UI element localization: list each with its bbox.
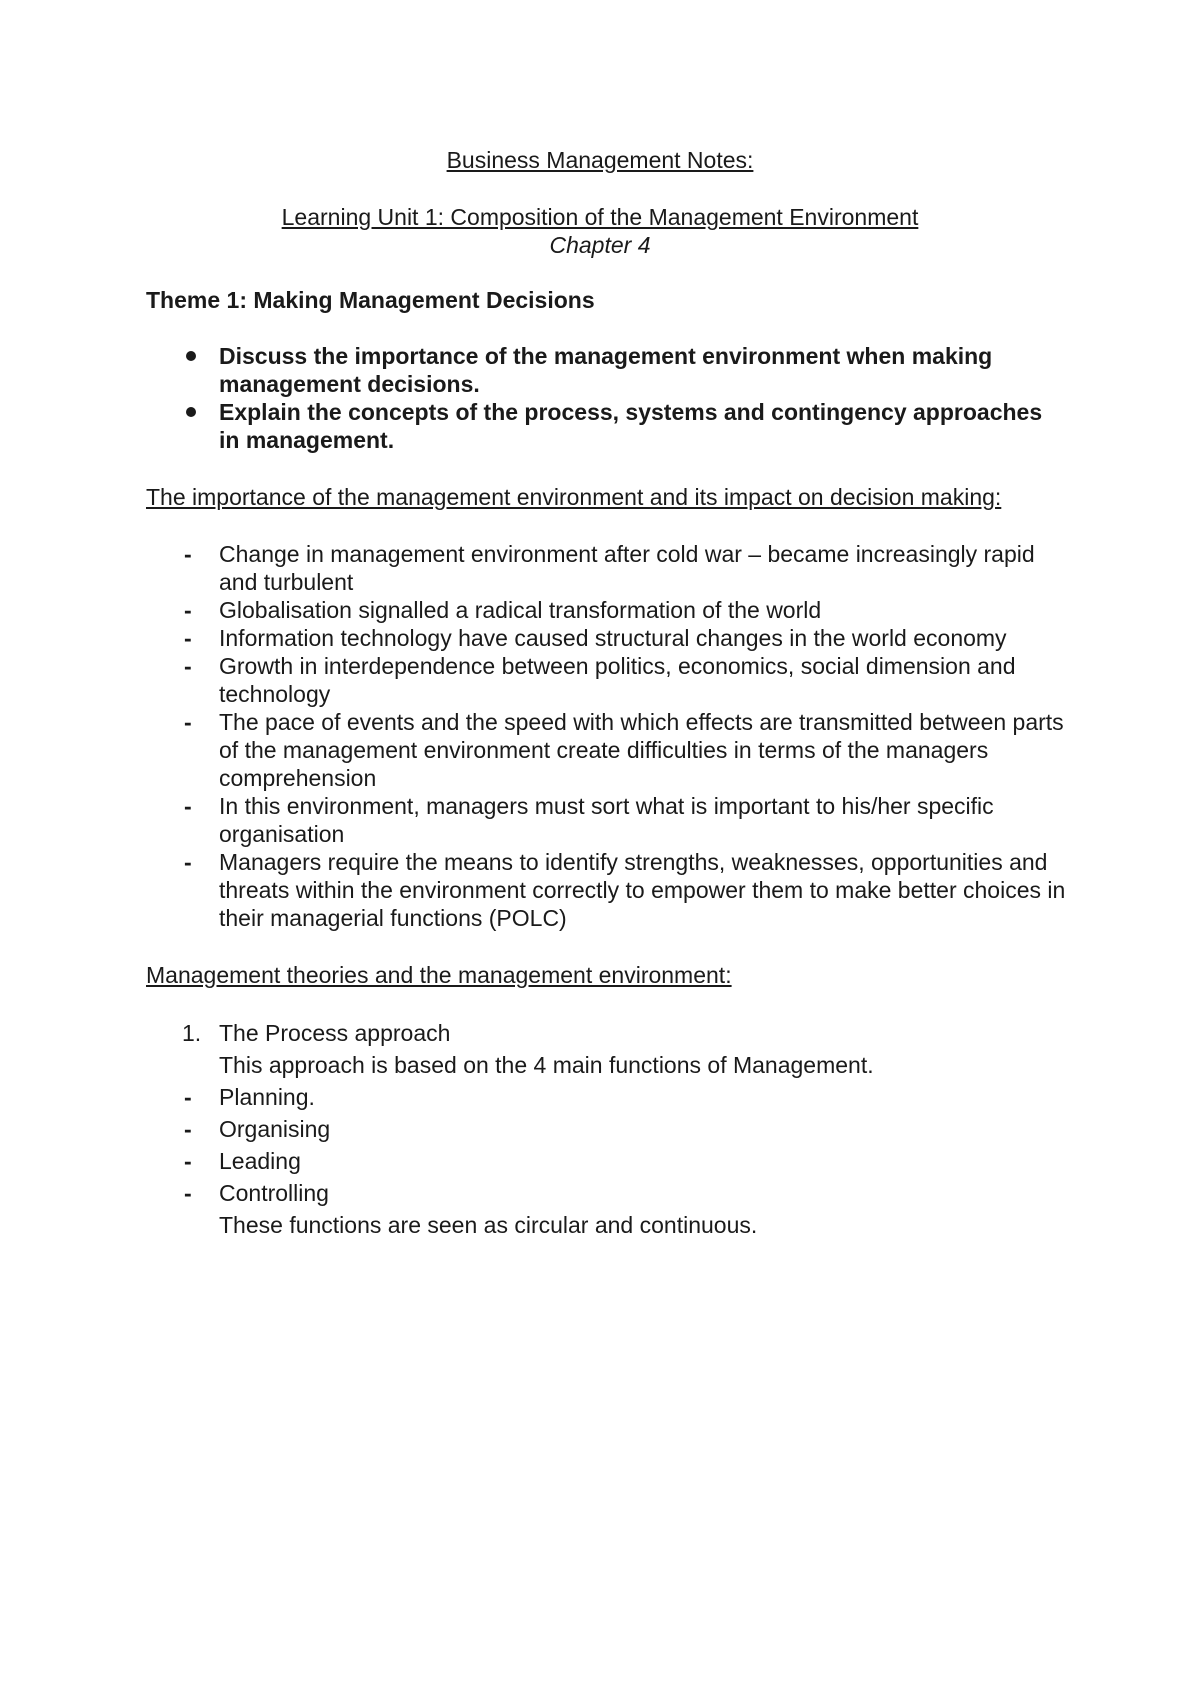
point-text: The pace of events and the speed with which effects are transmitted between parts of the management environment create difficulties in terms of the managers comprehension [219,709,1064,791]
section-heading-importance: The importance of the management environment and its impact on decision making: [146,484,1002,510]
approach-intro: This approach is based on the 4 main functions of Management. [219,1052,874,1078]
function-text: Planning. [219,1084,315,1110]
point-text: Growth in interdependence between politics, economics, social dimension and technology [219,653,1016,707]
objective-text: Explain the concepts of the process, systems and contingency approaches in management. [219,399,1043,453]
list-item [146,1113,1066,1145]
list-number: 1. [182,1020,202,1046]
chapter-label: Chapter 4 [549,232,651,258]
section-heading-theories: Management theories and the management environment: [146,962,732,988]
dash-bullet-icon: - [184,653,192,679]
list-item [146,596,1066,624]
list-item [146,540,1066,596]
dash-bullet-icon: - [184,849,192,875]
function-text: Controlling [219,1180,329,1206]
dash-bullet-icon: - [184,1148,192,1174]
importance-points-list [146,540,1066,932]
list-item [146,624,1066,652]
dash-bullet-icon: - [184,541,192,567]
objective-text: Discuss the importance of the management environment when making management decisions. [219,343,993,397]
approach-outro: These functions are seen as circular and continuous. [219,1212,758,1238]
list-item [146,708,1066,792]
objectives-list [146,342,1066,454]
approach-title: The Process approach [219,1020,451,1046]
theme-heading: Theme 1: Making Management Decisions [146,287,595,313]
point-text: Globalisation signalled a radical transformation of the world [219,597,822,623]
list-item [146,398,1066,454]
dash-bullet-icon: - [184,625,192,651]
point-text: Change in management environment after cold war – became increasingly rapid and turbulent [219,541,1035,595]
list-item [146,1017,1066,1049]
dash-bullet-icon: - [184,793,192,819]
point-text: Information technology have caused structural changes in the world economy [219,625,1007,651]
bullet-dot-icon [186,407,196,417]
list-item [146,792,1066,848]
list-item [146,652,1066,708]
list-item [146,1145,1066,1177]
function-text: Organising [219,1116,331,1142]
theories-list [146,1017,1066,1241]
dash-bullet-icon: - [184,597,192,623]
document-title: Business Management Notes: [446,147,754,173]
point-text: Managers require the means to identify strengths, weaknesses, opportunities and threats within the environment correctly to empower them to make better choices in their managerial functions (POLC) [219,849,1066,931]
point-text: In this environment, managers must sort what is important to his/her specific organisation [219,793,994,847]
dash-bullet-icon: - [184,709,192,735]
list-item [146,342,1066,398]
list-item [146,1177,1066,1209]
learning-unit-heading: Learning Unit 1: Composition of the Management Environment [281,204,919,230]
list-item [146,1081,1066,1113]
list-item [146,1209,1066,1241]
list-item [146,848,1066,932]
dash-bullet-icon: - [184,1084,192,1110]
dash-bullet-icon: - [184,1116,192,1142]
function-text: Leading [219,1148,301,1174]
bullet-dot-icon [186,351,196,361]
dash-bullet-icon: - [184,1180,192,1206]
list-item [146,1049,1066,1081]
